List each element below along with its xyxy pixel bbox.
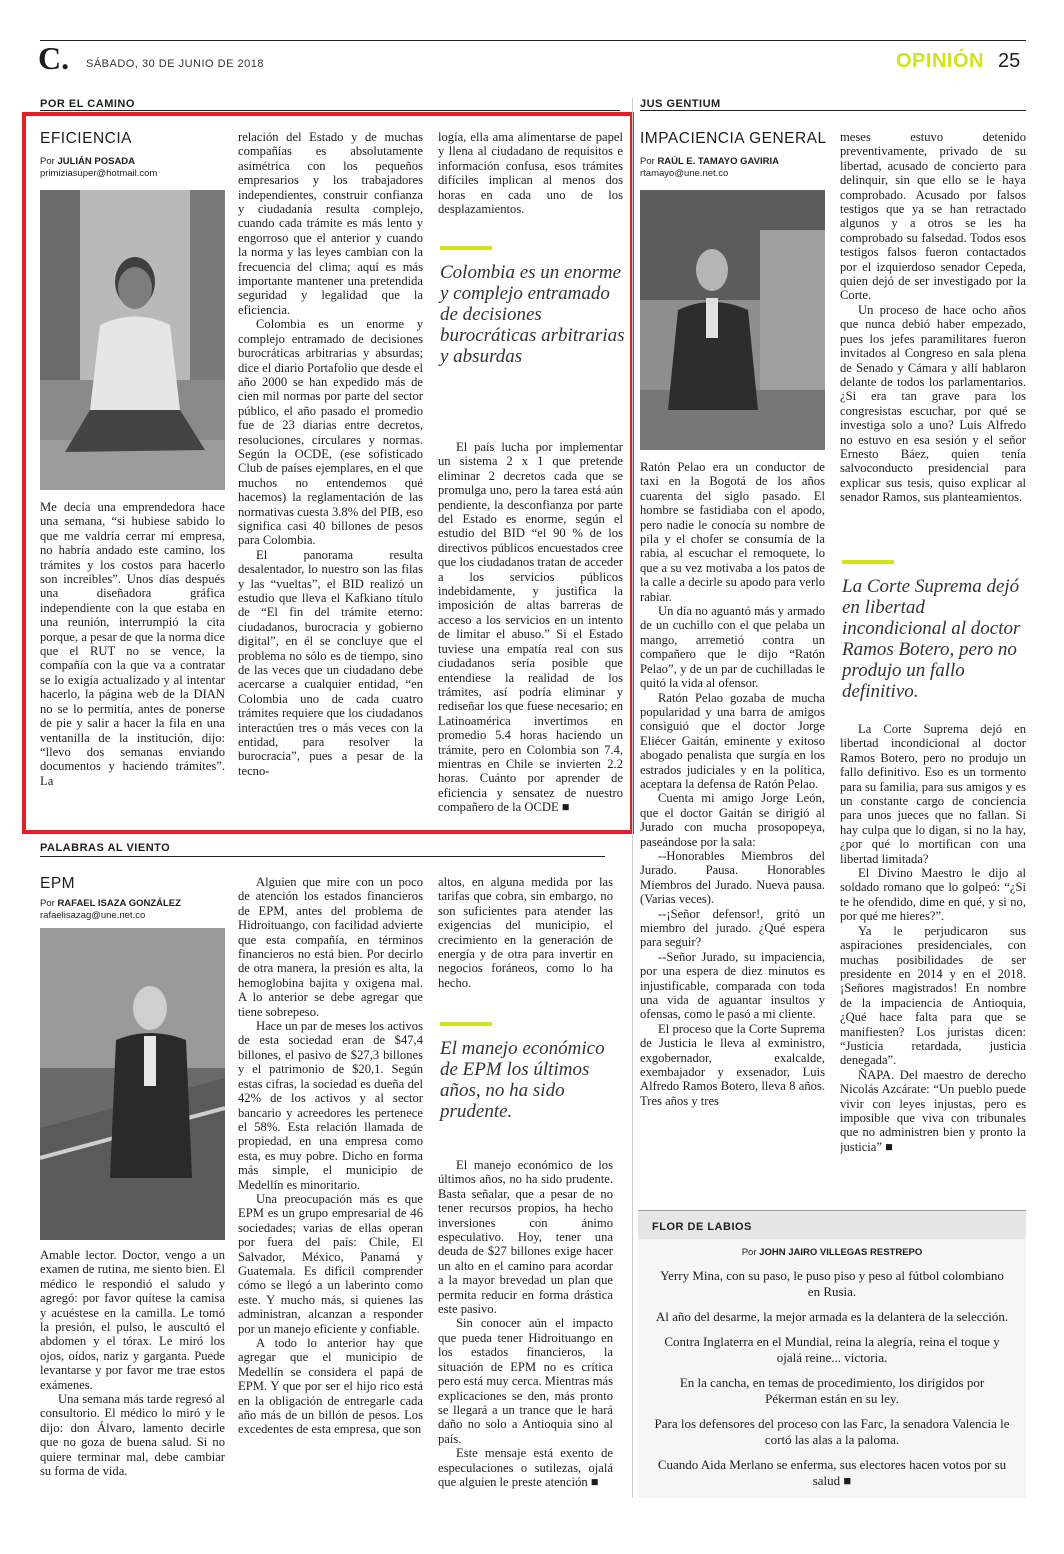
section-label-jus-gentium: JUS GENTIUM — [640, 98, 721, 110]
pull-quote-epm: El manejo económico de EPM los últimos años, no ha sido prudente. — [440, 1038, 605, 1122]
paragraph: El proceso que la Corte Suprema de Justicia le lleva al exministro, exgobernador, exalcalde, exembajador y exsenador, Luis Alfredo Ramos Botero, lleva 8 años. Tres años y tres — [640, 1021, 825, 1108]
paragraph: altos, en alguna medida por las tarifas que cobra, sin embargo, no son suficientes para atender las exigencias del municipio, el crecimiento en la generación de energía y de otra para invertir en negocios foráneos, como lo ha hecho. — [438, 875, 613, 990]
page-number: 25 — [998, 50, 1021, 72]
author-photo-raul-tamayo — [640, 190, 825, 450]
byline-julian-posada: Por JULIÁN POSADA primiziasuper@hotmail.com — [40, 156, 158, 179]
paragraph: Ratón Pelao gozaba de mucha popularidad y una barra de amigos consiguió que el doctor Jorge Eliécer Gaitán, eminente y exitoso abogado penalista que surgía en los estrados judiciales y en la política, aceptara la defensa de Ratón Pelao. — [640, 690, 825, 791]
section-label-palabras-al-viento: PALABRAS AL VIENTO — [40, 842, 171, 854]
author-email: rtamayo@une.net.co — [640, 168, 729, 179]
paragraph: Me decía una emprendedora hace una semana, “si hubiese sabido lo que me valdría cerrar mi empresa, no habría andado este camino, los trámites y los costos para hacerlo son increíbles”. Unos días después una diseñadora gráfica independiente con la que estaba en una reunión, interrumpió la cita porque, a pesar de que la norma dice que el RUT no se vence, la compañía con la que va a contratar se lo exigía actualizado y al intentar hacerlo, la página web de la DIAN no se lo permitía, antes de ponerse de pie y salir a hacer la fila en una ventanilla de la institución, dijo: “llevo dos semanas enviando documentos y haciendo trámites”. La — [40, 500, 225, 788]
paragraph: Una semana más tarde regresó al consultorio. El médico lo miró y le dijo: don Álvaro, lamento decirle que no goza de buena salud. Si no quiere terminar mal, debe cambiar su forma de vida. — [40, 1392, 225, 1479]
section-label-por-el-camino: POR EL CAMINO — [40, 98, 135, 110]
newspaper-logo: C. — [38, 40, 70, 76]
flor-item: Contra Inglaterra en el Mundial, reina la alegría, reina el toque y ojalá reine... victoria. — [664, 1334, 1000, 1365]
paragraph: Amable lector. Doctor, vengo a un examen de rutina, me siento bien. El médico le respondió el saludo y agregó: por favor quítese la camisa y acuéstese en la camilla. Le tomó la presión, el pulso, le auscultó el abdomen y el tórax. Le miró los ojos, oídos, nariz y garganta. Puede levantarse y por favor me trae estos exámenes. — [40, 1248, 225, 1392]
pull-quote-eficiencia: Colombia es un enorme y complejo entramado de decisiones burocráticas arbitrarias y absurdas — [440, 262, 625, 367]
highlight-frame — [22, 112, 634, 834]
paragraph: El país lucha por implementar un sistema 2 x 1 que pretende eliminar 2 decretos cada que se promulga uno, pero la tarea está aún pendiente, la desconfianza por parte del Estado es enorme, según el estudio del BID “el 90 % de los directivos públicos encuestados cree que los ciudadanos tratan de acceder a los servicios públicos indebidamente, y justifica la imposición de altas barreras de acceso a los servicios en un intento de limitar el abuso.” Si el Estado tuviese una empatía real con sus ciudadanos sería posible que entendiese la realidad de los trámites, así podría eliminar y rediseñar los que fuese necesario; en Latinoamérica invertimos en promedio 5.4 horas haciendo un trámite, pero en Colombia son 7.4, mientras en Chile se invierten 2.2 horas. Cuánto por aprender de eficiencia y sensatez de nuestro compañero de la OCDE ■ — [438, 440, 623, 815]
quote-accent-bar — [842, 560, 894, 564]
article3-column-3-bottom — [438, 1158, 613, 1498]
paragraph: El panorama resulta desalentador, lo nuestro son las filas y las “vueltas”, el BID realizó un estudio que lleva el Kafkiano título de “El fin del trámite eterno: ciudadanos, burocracia y gobierno digital”, en él se concluye que el problema no sólo es de tiempo, sino de las veces que un ciudadano debe acercarse a cualquier entidad, “en Colombia uno de cada cuatro trámites requiere que los ciudadanos interactúen tres o más veces con la entidad, para resolver la burocracia”, pues a pesar de la tecno- — [238, 547, 423, 778]
article2-column-2-top — [840, 130, 1026, 540]
flor-item: Para los defensores del proceso con las Farc, la senadora Valencia le cortó las alas a la paloma. — [654, 1416, 1010, 1447]
paragraph: Cuenta mi amigo Jorge León, que el doctor Gaitán se dirigió al Jurado con mucha prosopopeya, paseándose por la sala: — [640, 791, 825, 849]
article2-column-2-bottom — [840, 722, 1026, 1192]
paragraph: Un proceso de hace ocho años que nunca debió haber empezado, pues los jefes paramilitares fueron invitados al Congreso en sala plena de Senado y Cámara y allí hablaron delante de todos los parlamentarios. ¿Si era tan grave para los congresistas escuchar, por qué se investiga solo a uno? Luis Alfredo no estuvo en esa sesión y el señor Ernesto Báez, quien tenía salvoconducto presidencial para explicar sus tesis, quiso explicar al senador Ramos, sus planteamientos. — [840, 302, 1026, 505]
author-photo-rafael-isaza — [40, 928, 225, 1240]
flor-item: Yerry Mina, con su paso, le puso piso y peso al fútbol colombiano en Rusia. — [660, 1268, 1004, 1299]
paragraph: ÑAPA. Del maestro de derecho Nicolás Azcárate: “Un pueblo puede vivir con leyes injustas, pero es imposible que viva con tribunales que no administren bien y pronto la justicia” ■ — [840, 1067, 1026, 1154]
paragraph: El manejo económico de los últimos años, no ha sido prudente. Basta señalar, que a pesar de no tener recursos propios, ha hecho inversiones con ánimo especulativo. Hoy, tener una deuda de $27 billones exige hacer un alto en el camino para acordar a la mayor brevedad un plan que permita reducir en forma drástica este pasivo. — [438, 1158, 613, 1317]
section-title: OPINIÓN — [896, 50, 984, 72]
flor-item: Al año del desarme, la mejor armada es la delantera de la selección. — [655, 1309, 1009, 1324]
paragraph: El Divino Maestro le dijo al soldado romano que lo golpeó: “¿Si te he ofendido, dime en qué, y si no, por qué me hieres?”. — [840, 866, 1026, 924]
author-email: rafaelisazag@une.net.co — [40, 910, 146, 921]
paragraph: logía, ella ama alimentarse de papel y llena al ciudadano de requisitos e información confusa, esos trámites difíciles implican al menos dos horas en cada uno de los desplazamientos. — [438, 130, 623, 217]
paragraph: Hace un par de meses los activos de esta sociedad eran de $47,4 billones, el pasivo de $27,3 billones y el patrimonio de $20,1. Según estas cifras, la sociedad es dueña del 42% de los activos y al sector bancario y acreedores les pertenece el 58%. Esta relación llamada de propiedad, en una empresa como esta, es muy pobre. Dicho en forma más simple, el municipio de Medellín es minoritario. — [238, 1019, 423, 1192]
byline-rafael-isaza: Por RAFAEL ISAZA GONZÁLEZ rafaelisazag@une.net.co — [40, 898, 181, 921]
paragraph: A todo lo anterior hay que agregar que el municipio de Medellín se considera el papá de EPM. Y que por ser el hijo rico está en la obligación de entregarle cada año más de un billón de pesos. Los excedentes de esta empresa, que son — [238, 1336, 423, 1437]
section-label-flor-de-labios: FLOR DE LABIOS — [652, 1221, 752, 1233]
byline-john-jairo-villegas: Por JOHN JAIRO VILLEGAS RESTREPO — [741, 1247, 923, 1258]
paragraph: --¡Señor defensor!, gritó un miembro del jurado. ¿Qué espera para seguir? — [640, 906, 825, 950]
pull-quote-impaciencia: La Corte Suprema dejó en libertad incondicional al doctor Ramos Botero, pero no produjo un fallo definitivo. — [842, 576, 1021, 702]
article3-column-2 — [238, 875, 423, 1495]
issue-date: SÁBADO, 30 DE JUNIO DE 2018 — [86, 58, 264, 70]
paragraph: La Corte Suprema dejó en libertad incondicional al doctor Ramos Botero, pero no produjo un fallo definitivo. Eso es un tormento para su familia, para sus amigos y es un constante cargo de conciencia para unos jueces que no fallan. Si hay culpa que lo digan, si no la hay, ¿por qué lo mortifican con una libertad limitada? — [840, 722, 1026, 866]
flor-header — [638, 1210, 1026, 1239]
flor-item: Cuando Aida Merlano se enferma, sus electores hacen votos por su salud ■ — [657, 1457, 1007, 1488]
paragraph: Colombia es un enorme y complejo entramado de decisiones burocráticas arbitrarias y absurdas; dice el diario Portafolio que desde el año 2000 se han expedido más de cien mil normas por parte del sector público, el año pasado el promedio fue de 23 diarias entre decretos, resoluciones, circulares y normas. Según la OCDE, (ese sofisticado Club de países ejemplares, en el que muchos no entendemos qué hacemos) la reglamentación de las normativas cuesta 3.8% del PIB, eso significa casi 40 billones de pesos para Colombia. — [238, 317, 423, 548]
paragraph: relación del Estado y de muchas compañías es absolutamente asimétrica con los pequeños empresarios y los trabajadores independientes, construir confianza y ciudadanía resulta complejo, cuando cada trámite es más lento y engorroso que el anterior y cuando la norma y las leyes cambian con la frecuencia del clima; aquí es más importante mantener una pretendida seguridad y legalidad que la eficiencia. — [238, 130, 423, 317]
flor-de-labios-box — [638, 1210, 1026, 1498]
flor-item: En la cancha, en temas de procedimiento, los dirigidos por Pékerman están en su ley. — [679, 1375, 985, 1406]
article3-column-1 — [40, 1248, 225, 1498]
paragraph: --Honorables Miembros del Jurado. Pausa. Honorables Miembros del Jurado. Nueva pausa. (Varias veces). — [640, 848, 825, 907]
byline-raul-tamayo: Por RAÚL E. TAMAYO GAVIRIA rtamayo@une.net.co — [640, 156, 780, 179]
paragraph: Sin conocer aún el impacto que pueda tener Hidroituango en los estados financieros, la situación de EPM no es crítica pero está muy cerca. Mientras más explicaciones se den, más pronto se llegará a un trance que le hará daño no solo a Antioquia sino al país. — [438, 1316, 613, 1446]
author-email: primiziasuper@hotmail.com — [40, 168, 158, 179]
article-title-epm: EPM — [40, 875, 76, 892]
paragraph: meses estuvo detenido preventivamente, privado de su libertad, acusado de concierto para delinquir, sin que ello se le haya comprobado. Acusado por falsos testigos que ya se han retractado algunos y a otros se les ha comprobado su falsedad. Todos esos testigos falsos fueron contactados por el izquierdoso senador Cepeda, quien dejó de ser investigado por la Corte. — [840, 130, 1026, 303]
article-title-eficiencia: EFICIENCIA — [40, 130, 132, 147]
article-title-impaciencia-general: IMPACIENCIA GENERAL — [640, 130, 827, 147]
paragraph: Alguien que mire con un poco de atención los estados financieros de EPM, antes del problema de Hidroituango, con facilidad advierte que esta compañía, en términos financieros no está bien. Por decirlo de otra manera, la presión es alta, la hemoglobina bajita y oxigena mal. A lo anterior se debe agregar que tiene sobrepeso. — [238, 875, 423, 1019]
quote-accent-bar — [440, 1022, 492, 1026]
paragraph: Ratón Pelao era un conductor de taxi en la Bogotá de los años cuarenta del siglo pasado. El hombre se fastidiaba con el apodo, pero nadie le conocía su nombre de pila y el chofer se consumía de la rabia, al escuchar el remoquete, lo que a su vez motivaba a los patos de la calle a decirle su apodo para verlo rabiar. — [640, 460, 825, 604]
paragraph: --Señor Jurado, su impaciencia, por una espera de diez minutos es injustificable, comparada con toda una vida de aguantar insultos y ofensas, como le pasó a mi cliente. — [640, 949, 825, 1022]
paragraph: Ya le perjudicaron sus aspiraciones presidenciales, con muchas posibilidades de ser presidente en 2014 y en el 2018. ¡Señores magistrados! En nombre de la impaciencia de Antioquia, ¿Qué hace falta para que se manifiesten? Los juristas dicen: “Justicia retardada, justicia denegada”. — [840, 923, 1026, 1068]
article3-column-3-top — [438, 875, 613, 1000]
paragraph: Una preocupación más es que EPM es un grupo empresarial de 46 sociedades; varias de ellas operan por fuera del país: Chile, El Salvador, México, Panamá y Guatemala. Es difícil comprender cómo se llegó a un laberinto como este. Y mucho más, si quienes las administran, alcanzan a responder por un manejo eficiente y confiable. — [238, 1191, 423, 1336]
paragraph: Un día no aguantó más y armado de un cuchillo con el que pelaba un mango, arremetió contra un compañero que le dijo “Ratón Pelao”, y de un par de cuchilladas le quitó la vida al ofensor. — [640, 604, 825, 691]
paragraph: Este mensaje está exento de especulaciones o sutilezas, ojalá que alguien le preste atención ■ — [438, 1446, 613, 1489]
